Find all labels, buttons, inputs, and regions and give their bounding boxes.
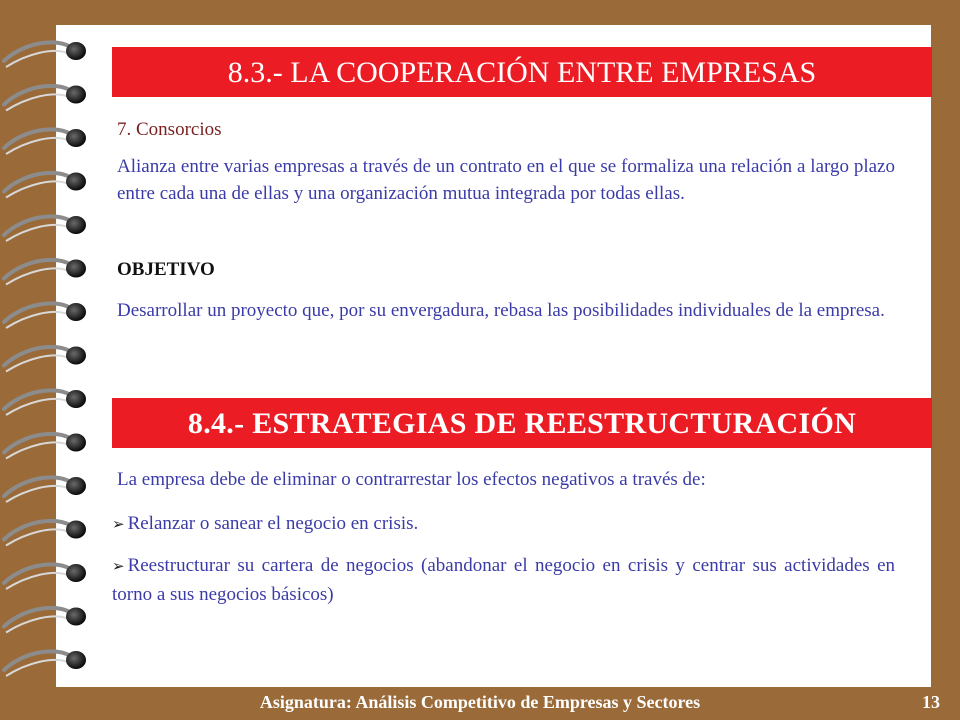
subtitle-consorcios: 7. Consorcios (117, 119, 222, 140)
binding-hole (66, 651, 86, 669)
footer (0, 687, 960, 720)
binding-hole (66, 216, 86, 234)
arrow-bullet-icon: ➢ (112, 559, 125, 575)
binding-hole (66, 303, 86, 321)
bullet-item (112, 552, 895, 608)
objective-label: OBJETIVO (117, 259, 215, 280)
bullet-text: Reestructurar su cartera de negocios (abandonar el negocio en crisis y centrar sus actividades en torno a sus negocios básicos) (112, 555, 895, 605)
bullet-text: Relanzar o sanear el negocio en crisis. (127, 513, 419, 534)
page-number: 13 (922, 692, 940, 712)
binding-hole (66, 347, 86, 365)
section-title-cooperation: 8.3.- LA COOPERACIÓN ENTRE EMPRESAS (112, 47, 932, 97)
arrow-bullet-icon: ➢ (112, 517, 125, 533)
course-title: Asignatura: Análisis Competitivo de Empresas y Sectores (259, 692, 701, 712)
binding-hole (66, 260, 86, 278)
restructuring-intro: La empresa debe de eliminar o contrarrestar los efectos negativos a través de: (117, 469, 706, 490)
binding-hole (66, 173, 86, 191)
binding-hole (66, 608, 86, 626)
binding-hole (66, 434, 86, 452)
binding-hole (66, 390, 86, 408)
binding-hole (66, 129, 86, 147)
spiral-binding-icon (0, 25, 110, 687)
binding-hole (66, 521, 86, 539)
binding-hole (66, 86, 86, 104)
consorcios-definition: Alianza entre varias empresas a través de un contrato en el que se formaliza una relación a largo plazo entre cada una de ellas y una organización mutua integrada por todas ellas. (117, 156, 895, 204)
binding-hole (66, 477, 86, 495)
objective-text: Desarrollar un proyecto que, por su envergadura, rebasa las posibilidades individuales de la empresa. (117, 300, 885, 321)
section-title-restructuring: 8.4.- ESTRATEGIAS DE REESTRUCTURACIÓN (112, 398, 932, 448)
bullet-item (112, 510, 902, 539)
binding-hole (66, 564, 86, 582)
binding-hole (66, 42, 86, 60)
